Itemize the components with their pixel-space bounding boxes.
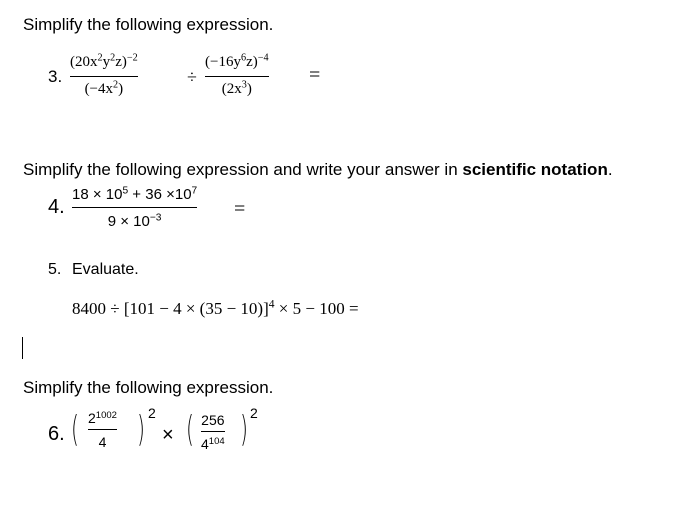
right-paren: ) xyxy=(137,409,145,450)
left-paren: ( xyxy=(186,409,194,450)
fraction-2: $(-16y^6z)^{-4}$ $(2x^3)$ xyxy=(205,52,269,97)
instruction-text: Simplify the following expression and write your answer in scientific notation. xyxy=(23,160,613,179)
problem-number: 6. xyxy=(48,423,65,445)
right-paren: ) xyxy=(240,409,248,450)
equals-sign: = xyxy=(309,64,321,86)
fraction-1: $(20x^2y^2z)^{-2}$ $(-4x^2)$ xyxy=(70,52,138,97)
exponent: 2 xyxy=(250,405,258,421)
division-operator: ÷ xyxy=(187,67,197,87)
exponent: 2 xyxy=(148,405,156,421)
instruction-text: Simplify the following expression. xyxy=(23,378,274,397)
problem-number: 4. xyxy=(48,196,65,218)
multiply-operator: × xyxy=(162,424,174,446)
left-paren: ( xyxy=(71,409,79,450)
equals-sign: = xyxy=(234,198,246,220)
scientific-notation-emphasis: scientific notation xyxy=(462,160,608,179)
evaluate-label: Evaluate. xyxy=(72,261,139,278)
problem-number: 3. xyxy=(48,67,63,86)
problem-number: 5. xyxy=(48,261,62,278)
scientific-fraction: $18 \times 10^5 + 36 \times 10^7$ $9 \times 10^{-3}$ xyxy=(72,185,198,230)
instruction-text: Simplify the following expression. xyxy=(23,15,274,34)
evaluate-expression: $8400 \div [101 - 4 \times (35 - 10)]^4 \times 5 - 100$ = xyxy=(72,297,359,318)
text-cursor xyxy=(22,337,23,359)
